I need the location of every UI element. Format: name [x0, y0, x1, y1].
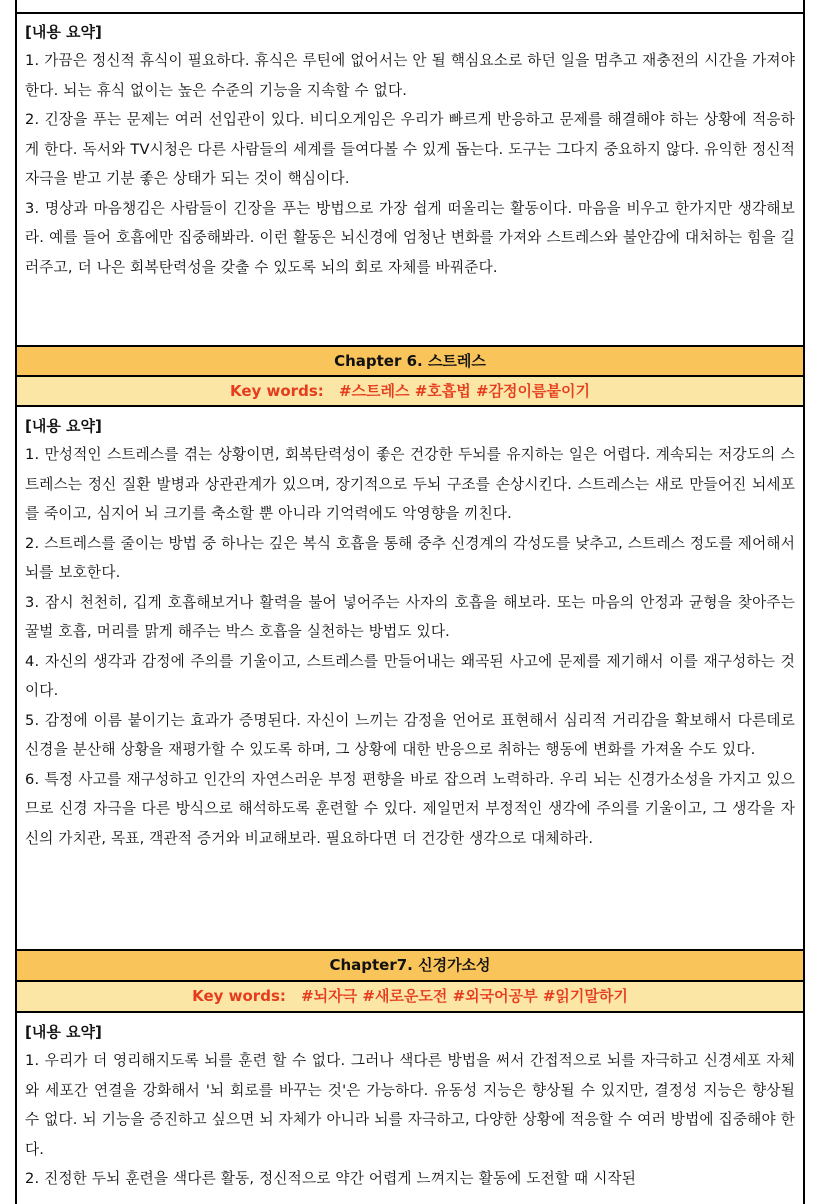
- chapter-6-header: [15, 345, 805, 377]
- summary-paragraph: 5. 감정에 이름 붙이기는 효과가 증명된다. 자신이 느끼는 감정을 언어로 표현해서 심리적 거리감을 확보해서 다른데로 신경을 분산해 상황을 재평가할 수 있도록 하며, 그 상황에 대한 반응으로 취하는 행동에 변화를 가져올 수도 있다.: [25, 711, 795, 758]
- summary-heading: [내용 요약]: [25, 417, 102, 435]
- summary-heading: [내용 요약]: [25, 1023, 102, 1041]
- summary-block-1: [15, 13, 805, 346]
- summary-block-2: [15, 407, 805, 950]
- chapter-6-keywords: [15, 377, 805, 407]
- summary-paragraph: 1. 가끔은 정신적 휴식이 필요하다. 휴식은 루틴에 없어서는 안 될 핵심요소로 하던 일을 멈추고 재충전의 시간을 가져야 한다. 뇌는 휴식 없이는 높은 수준의 기능을 지속할 수 없다.: [25, 52, 795, 99]
- chapter-title: Chapter7. 신경가소성: [329, 956, 491, 974]
- summary-heading: [내용 요약]: [25, 23, 102, 41]
- summary-block-3: [15, 1013, 805, 1204]
- chapter-7-keywords: [15, 982, 805, 1013]
- chapter-7-header: [15, 949, 805, 982]
- keywords-label: Key words:: [192, 987, 286, 1005]
- keywords-list: #뇌자극 #새로운도전 #외국어공부 #읽기말하기: [301, 987, 628, 1005]
- chapter-title: Chapter 6. 스트레스: [334, 352, 486, 370]
- keywords-list: #스트레스 #호흡법 #감정이름붙이기: [338, 382, 590, 400]
- keywords-label: Key words:: [229, 382, 324, 400]
- summary-paragraph: 2. 진정한 두뇌 훈련을 색다른 활동, 정신적으로 약간 어렵게 느껴지는 활동에 도전할 때 시작된: [25, 1170, 637, 1187]
- summary-paragraph: 1. 우리가 더 영리해지도록 뇌를 훈련 할 수 없다. 그러나 색다른 방법을 써서 간접적으로 뇌를 자극하고 신경세포 자체와 세포간 연결을 강화해서 '뇌 회로를 바꾸는 것'은 가능하다. 유동성 지능은 향상될 수 있지만, 결정성 지능은 향상될 수 없다. 뇌 기능을 증진하고 싶으면 뇌 자체가 아니라 뇌를 자극하고, 다양한 상황에 적응할 수 여러 방법에 집중해야 한다.: [25, 1052, 795, 1158]
- summary-paragraph: 3. 잠시 천천히, 깁게 호흡해보거나 활력을 불어 넣어주는 사자의 호흡을 해보라. 또는 마음의 안정과 균형을 찾아주는 꿀벌 호흡, 머리를 맑게 해주는 박스 호흡을 실천하는 방법도 있다.: [25, 593, 795, 640]
- summary-paragraph: 2. 긴장을 푸는 문제는 여러 선입관이 있다. 비디오게임은 우리가 빠르게 반응하고 문제를 해결해야 하는 상황에 적응하게 한다. 독서와 TV시청은 다른 사람들의 세계를 들여다볼 수 있게 돕는다. 도구는 그다지 중요하지 않다. 유익한 정신적 자극을 받고 기분 좋은 상태가 되는 것이 핵심이다.: [25, 111, 795, 187]
- summary-paragraph: 4. 자신의 생각과 감정에 주의를 기울이고, 스트레스를 만들어내는 왜곡된 사고에 문제를 제기해서 이를 재구성하는 것이다.: [25, 652, 795, 699]
- summary-paragraph: 3. 명상과 마음챙김은 사람들이 긴장을 푸는 방법으로 가장 쉽게 떠올리는 활동이다. 마음을 비우고 한가지만 생각해보라. 예를 들어 호흡에만 집중해봐라. 이런 활동은 뇌신경에 엄청난 변화를 가져와 스트레스와 불안감에 대처하는 힘을 길러주고, 더 나은 회복탄력성을 갖출 수 있도록 뇌의 회로 자체를 바꿔준다.: [25, 199, 795, 276]
- summary-paragraph: 1. 만성적인 스트레스를 겪는 상황이면, 회복탄력성이 좋은 건강한 두뇌를 유지하는 일은 어렵다. 계속되는 저강도의 스트레스는 정신 질환 발병과 상관관계가 있으며, 장기적으로 두뇌 구조를 손상시킨다. 스트레스는 새로 만들어진 뇌세포를 죽이고, 심지어 뇌 크기를 축소할 뿐 아니라 기억력에도 악영향을 끼친다.: [25, 446, 795, 522]
- summary-paragraph: 6. 특정 사고를 재구성하고 인간의 자연스러운 부정 편향을 바로 잡으려 노력하라. 우리 뇌는 신경가소성을 가지고 있으므로 신경 자극을 다른 방식으로 해석하도록 훈련할 수 있다. 제일먼저 부정적인 생각에 주의를 기울이고, 그 생각을 자신의 가치관, 목표, 객관적 증거와 비교해보라. 필요하다면 더 건강한 생각으로 대체하라.: [25, 770, 795, 847]
- summary-paragraph: 2. 스트레스를 줄이는 방법 중 하나는 깊은 복식 호흡을 통해 중추 신경계의 각성도를 낮추고, 스트레스 정도를 제어해서 뇌를 보호한다.: [25, 534, 795, 581]
